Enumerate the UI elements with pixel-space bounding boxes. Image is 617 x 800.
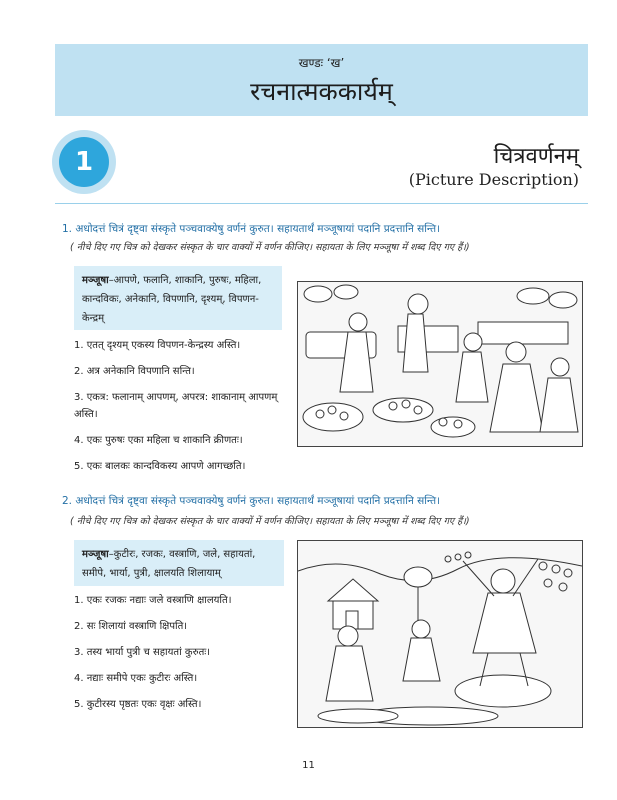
- manjusha-label: मञ्जूषा: [82, 549, 109, 560]
- topic-subtitle: (Picture Description): [408, 170, 579, 189]
- question-1-instruction: 1. अधोदत्तं चित्रं दृष्ट्वा संस्कृते पञ्चवाक्येषु वर्णनं कुरुत। सहायतार्थं मञ्जूषायां पदानि प्रदत्तानि सन्ति।: [62, 223, 441, 235]
- divider: [55, 203, 588, 204]
- answer-item: 2. अत्र अनेकानि विपणानि सन्ति।: [74, 366, 195, 377]
- answer-item: 1. एकः रजकः नद्याः जले वस्त्राणि क्षालयति।: [74, 595, 232, 606]
- answer-item: 2. सः शिलायां वस्त्राणि क्षिपति।: [74, 621, 188, 632]
- question-1-hindi: ( नीचे दिए गए चित्र को देखकर संस्कृत के चार वाक्यों में वर्णन कीजिए। सहायता के लिए मञ्जूषा में शब्द दिए गए हैं।): [70, 242, 470, 253]
- market-scene-drawing: [298, 282, 582, 446]
- answer-item: 5. कुटीरस्य पृष्ठतः एकः वृक्षः अस्ति।: [74, 699, 202, 710]
- market-scene-illustration: [297, 281, 583, 447]
- manjusha-words: –आपणे, फलानि, शाकानि, पुरुषः, महिला, कान्दविकः, अनेकानि, विपणानि, दृश्यम्, विपणन-केन्द्रम्: [82, 275, 262, 324]
- answer-list-2: [74, 592, 284, 722]
- question-2-hindi: ( नीचे दिए गए चित्र को देखकर संस्कृत के चार वाक्यों में वर्णन कीजिए। सहायता के लिए मञ्जूषा में शब्द दिए गए हैं।): [70, 516, 470, 527]
- answer-item: 3. एकत्र: फलानाम् आपणम्, अपरत्र: शाकानाम् आपणम् अस्ति।: [74, 392, 278, 420]
- page-number: 11: [302, 760, 315, 771]
- topic-number: 1: [59, 137, 109, 187]
- answer-item: 4. नद्याः समीपे एकः कुटीरः अस्ति।: [74, 673, 198, 684]
- manjusha-label: मञ्जूषा: [82, 275, 109, 286]
- manjusha-box-1: [74, 266, 282, 330]
- chapter-header: [55, 44, 588, 116]
- answer-item: 4. एकः पुरुषः एका महिला च शाकानि क्रीणतः।: [74, 435, 243, 446]
- washerman-scene-illustration: [297, 540, 583, 728]
- topic-number-badge: [52, 130, 116, 194]
- answer-list-1: [74, 337, 284, 484]
- question-2-instruction: 2. अधोदत्तं चित्रं दृष्ट्वा संस्कृते पञ्चवाक्येषु वर्णनं कुरुत। सहायतार्थं मञ्जूषायां पदानि प्रदत्तानि सन्ति।: [62, 495, 441, 507]
- chapter-title: रचनात्मककार्यम्: [250, 77, 393, 106]
- answer-item: 1. एतत् दृश्यम् एकस्य विपणन-केन्द्रस्य अस्ति।: [74, 340, 241, 351]
- section-label: खण्डः ‘ख’: [298, 56, 345, 70]
- manjusha-box-2: [74, 540, 284, 586]
- answer-item: 5. एकः बालकः कान्दविकस्य आपणे आगच्छति।: [74, 461, 246, 472]
- washerman-scene-drawing: [298, 541, 582, 727]
- answer-item: 3. तस्य भार्या पुत्री च सहायतां कुरुतः।: [74, 647, 211, 658]
- manjusha-words: –कुटीरः, रजकः, वस्त्राणि, जले, सहायतां, समीपे, भार्या, पुत्री, क्षालयति शिलायाम्: [82, 549, 256, 579]
- topic-title: चित्रवर्णनम्: [493, 144, 579, 169]
